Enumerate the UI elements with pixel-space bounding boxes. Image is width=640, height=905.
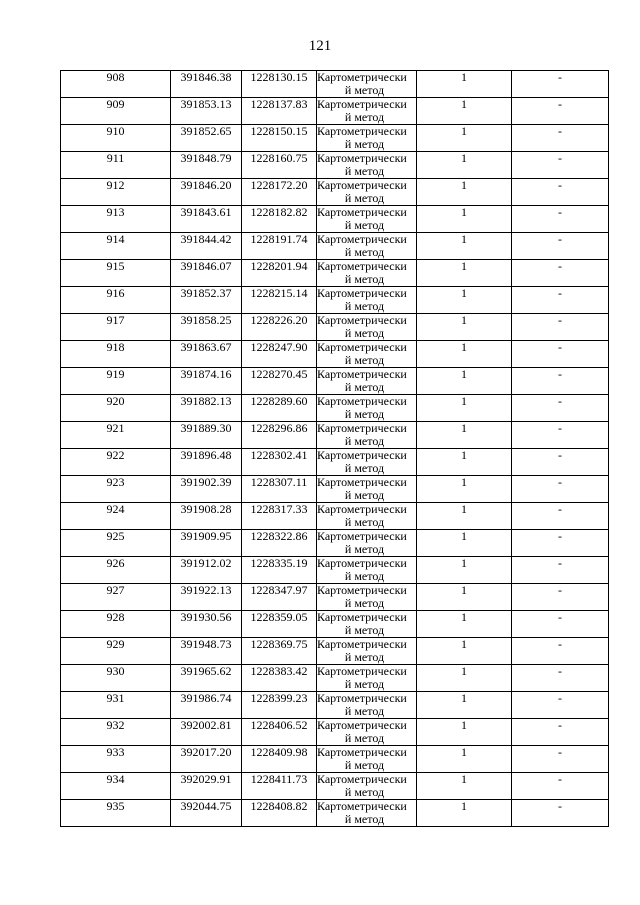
point-number-cell: 922 <box>61 449 171 476</box>
x-coordinate-cell: 391908.28 <box>171 503 242 530</box>
coordinates-table <box>60 70 609 827</box>
y-coordinate-cell: 1228411.73 <box>242 773 317 800</box>
y-coordinate-cell: 1228383.42 <box>242 665 317 692</box>
table-row <box>61 179 609 206</box>
x-coordinate-cell: 391922.13 <box>171 584 242 611</box>
point-number-cell: 926 <box>61 557 171 584</box>
precision-cell: 1 <box>417 395 512 422</box>
x-coordinate-cell: 391852.65 <box>171 125 242 152</box>
note-cell: - <box>512 719 609 746</box>
note-cell: - <box>512 557 609 584</box>
method-text-line1: Картометрически <box>317 340 407 354</box>
x-coordinate-cell: 391909.95 <box>171 530 242 557</box>
method-text-line1: Картометрически <box>317 502 407 516</box>
note-cell: - <box>512 692 609 719</box>
precision-cell: 1 <box>417 719 512 746</box>
table-row <box>61 503 609 530</box>
method-text-line2: й метод <box>344 434 385 448</box>
x-coordinate-cell: 391846.07 <box>171 260 242 287</box>
note-cell: - <box>512 665 609 692</box>
method-text-line2: й метод <box>344 812 385 826</box>
note-cell: - <box>512 287 609 314</box>
method-text-line2: й метод <box>344 488 385 502</box>
method-text-line2: й метод <box>344 164 385 178</box>
precision-cell: 1 <box>417 152 512 179</box>
method-text-line2: й метод <box>344 326 385 340</box>
point-number-cell: 909 <box>61 98 171 125</box>
point-number-cell: 927 <box>61 584 171 611</box>
method-cell <box>317 152 417 179</box>
y-coordinate-cell: 1228322.86 <box>242 530 317 557</box>
point-number-cell: 916 <box>61 287 171 314</box>
precision-cell: 1 <box>417 206 512 233</box>
note-cell: - <box>512 530 609 557</box>
table-row <box>61 395 609 422</box>
point-number-cell: 911 <box>61 152 171 179</box>
note-cell: - <box>512 71 609 98</box>
precision-cell: 1 <box>417 692 512 719</box>
table-row <box>61 746 609 773</box>
table-row <box>61 341 609 368</box>
method-text-line1: Картометрически <box>317 583 407 597</box>
point-number-cell: 914 <box>61 233 171 260</box>
method-cell <box>317 692 417 719</box>
x-coordinate-cell: 391843.61 <box>171 206 242 233</box>
x-coordinate-cell: 391889.30 <box>171 422 242 449</box>
x-coordinate-cell: 391948.73 <box>171 638 242 665</box>
note-cell: - <box>512 314 609 341</box>
table-row <box>61 98 609 125</box>
method-cell <box>317 260 417 287</box>
method-text-line2: й метод <box>344 137 385 151</box>
x-coordinate-cell: 391863.67 <box>171 341 242 368</box>
precision-cell: 1 <box>417 71 512 98</box>
method-cell <box>317 476 417 503</box>
table-row <box>61 800 609 827</box>
method-cell <box>317 800 417 827</box>
y-coordinate-cell: 1228160.75 <box>242 152 317 179</box>
method-cell <box>317 719 417 746</box>
precision-cell: 1 <box>417 341 512 368</box>
x-coordinate-cell: 391858.25 <box>171 314 242 341</box>
method-text-line1: Картометрически <box>317 772 407 786</box>
method-text-line1: Картометрически <box>317 367 407 381</box>
note-cell: - <box>512 611 609 638</box>
note-cell: - <box>512 125 609 152</box>
precision-cell: 1 <box>417 503 512 530</box>
x-coordinate-cell: 392002.81 <box>171 719 242 746</box>
note-cell: - <box>512 179 609 206</box>
precision-cell: 1 <box>417 314 512 341</box>
note-cell: - <box>512 98 609 125</box>
table-row <box>61 287 609 314</box>
method-cell <box>317 530 417 557</box>
method-text-line1: Картометрически <box>317 313 407 327</box>
method-text-line1: Картометрически <box>317 529 407 543</box>
precision-cell: 1 <box>417 611 512 638</box>
point-number-cell: 933 <box>61 746 171 773</box>
y-coordinate-cell: 1228369.75 <box>242 638 317 665</box>
x-coordinate-cell: 391848.79 <box>171 152 242 179</box>
table-row <box>61 665 609 692</box>
method-text-line1: Картометрически <box>317 691 407 705</box>
method-text-line2: й метод <box>344 380 385 394</box>
point-number-cell: 919 <box>61 368 171 395</box>
precision-cell: 1 <box>417 665 512 692</box>
point-number-cell: 935 <box>61 800 171 827</box>
y-coordinate-cell: 1228307.11 <box>242 476 317 503</box>
point-number-cell: 929 <box>61 638 171 665</box>
y-coordinate-cell: 1228182.82 <box>242 206 317 233</box>
precision-cell: 1 <box>417 179 512 206</box>
table-row <box>61 152 609 179</box>
table-row <box>61 476 609 503</box>
table-row <box>61 530 609 557</box>
table-body <box>61 71 609 827</box>
y-coordinate-cell: 1228191.74 <box>242 233 317 260</box>
x-coordinate-cell: 391846.20 <box>171 179 242 206</box>
method-cell <box>317 179 417 206</box>
point-number-cell: 928 <box>61 611 171 638</box>
y-coordinate-cell: 1228408.82 <box>242 800 317 827</box>
method-cell <box>317 395 417 422</box>
x-coordinate-cell: 391844.42 <box>171 233 242 260</box>
method-text-line2: й метод <box>344 299 385 313</box>
table-row <box>61 71 609 98</box>
method-text-line1: Картометрически <box>317 421 407 435</box>
method-cell <box>317 746 417 773</box>
method-cell <box>317 368 417 395</box>
y-coordinate-cell: 1228406.52 <box>242 719 317 746</box>
x-coordinate-cell: 391896.48 <box>171 449 242 476</box>
method-cell <box>317 611 417 638</box>
y-coordinate-cell: 1228226.20 <box>242 314 317 341</box>
method-text-line2: й метод <box>344 407 385 421</box>
method-text-line1: Картометрически <box>317 286 407 300</box>
point-number-cell: 925 <box>61 530 171 557</box>
method-cell <box>317 773 417 800</box>
x-coordinate-cell: 392017.20 <box>171 746 242 773</box>
x-coordinate-cell: 391965.62 <box>171 665 242 692</box>
x-coordinate-cell: 391986.74 <box>171 692 242 719</box>
method-text-line1: Картометрически <box>317 475 407 489</box>
method-text-line1: Картометрически <box>317 448 407 462</box>
method-cell <box>317 71 417 98</box>
point-number-cell: 932 <box>61 719 171 746</box>
note-cell: - <box>512 476 609 503</box>
y-coordinate-cell: 1228317.33 <box>242 503 317 530</box>
point-number-cell: 912 <box>61 179 171 206</box>
precision-cell: 1 <box>417 98 512 125</box>
note-cell: - <box>512 341 609 368</box>
point-number-cell: 910 <box>61 125 171 152</box>
method-cell <box>317 584 417 611</box>
point-number-cell: 923 <box>61 476 171 503</box>
method-text-line2: й метод <box>344 110 385 124</box>
method-text-line2: й метод <box>344 650 385 664</box>
table-row <box>61 422 609 449</box>
method-cell <box>317 125 417 152</box>
x-coordinate-cell: 391902.39 <box>171 476 242 503</box>
point-number-cell: 924 <box>61 503 171 530</box>
method-text-line2: й метод <box>344 218 385 232</box>
x-coordinate-cell: 391912.02 <box>171 557 242 584</box>
method-text-line2: й метод <box>344 245 385 259</box>
x-coordinate-cell: 391853.13 <box>171 98 242 125</box>
y-coordinate-cell: 1228409.98 <box>242 746 317 773</box>
method-text-line2: й метод <box>344 677 385 691</box>
note-cell: - <box>512 773 609 800</box>
method-text-line1: Картометрически <box>317 259 407 273</box>
precision-cell: 1 <box>417 584 512 611</box>
table-row <box>61 773 609 800</box>
table-row <box>61 557 609 584</box>
point-number-cell: 920 <box>61 395 171 422</box>
precision-cell: 1 <box>417 476 512 503</box>
y-coordinate-cell: 1228150.15 <box>242 125 317 152</box>
method-text-line1: Картометрически <box>317 799 407 813</box>
method-text-line2: й метод <box>344 704 385 718</box>
method-cell <box>317 422 417 449</box>
note-cell: - <box>512 746 609 773</box>
method-text-line2: й метод <box>344 596 385 610</box>
method-text-line1: Картометрически <box>317 205 407 219</box>
x-coordinate-cell: 391930.56 <box>171 611 242 638</box>
note-cell: - <box>512 422 609 449</box>
table-row <box>61 449 609 476</box>
method-text-line2: й метод <box>344 785 385 799</box>
point-number-cell: 930 <box>61 665 171 692</box>
point-number-cell: 921 <box>61 422 171 449</box>
precision-cell: 1 <box>417 125 512 152</box>
x-coordinate-cell: 392029.91 <box>171 773 242 800</box>
y-coordinate-cell: 1228130.15 <box>242 71 317 98</box>
method-text-line2: й метод <box>344 353 385 367</box>
method-cell <box>317 503 417 530</box>
y-coordinate-cell: 1228335.19 <box>242 557 317 584</box>
method-text-line1: Картометрически <box>317 178 407 192</box>
x-coordinate-cell: 392044.75 <box>171 800 242 827</box>
note-cell: - <box>512 638 609 665</box>
method-cell <box>317 665 417 692</box>
note-cell: - <box>512 503 609 530</box>
y-coordinate-cell: 1228347.97 <box>242 584 317 611</box>
y-coordinate-cell: 1228137.83 <box>242 98 317 125</box>
y-coordinate-cell: 1228399.23 <box>242 692 317 719</box>
y-coordinate-cell: 1228302.41 <box>242 449 317 476</box>
method-text-line1: Картометрически <box>317 664 407 678</box>
note-cell: - <box>512 449 609 476</box>
method-text-line2: й метод <box>344 272 385 286</box>
y-coordinate-cell: 1228296.86 <box>242 422 317 449</box>
method-cell <box>317 341 417 368</box>
table-row <box>61 206 609 233</box>
note-cell: - <box>512 152 609 179</box>
note-cell: - <box>512 584 609 611</box>
note-cell: - <box>512 395 609 422</box>
point-number-cell: 931 <box>61 692 171 719</box>
method-cell <box>317 233 417 260</box>
point-number-cell: 908 <box>61 71 171 98</box>
y-coordinate-cell: 1228172.20 <box>242 179 317 206</box>
table-row <box>61 125 609 152</box>
method-text-line1: Картометрически <box>317 124 407 138</box>
method-text-line2: й метод <box>344 83 385 97</box>
y-coordinate-cell: 1228247.90 <box>242 341 317 368</box>
note-cell: - <box>512 260 609 287</box>
precision-cell: 1 <box>417 800 512 827</box>
table-row <box>61 260 609 287</box>
precision-cell: 1 <box>417 746 512 773</box>
point-number-cell: 917 <box>61 314 171 341</box>
x-coordinate-cell: 391882.13 <box>171 395 242 422</box>
method-text-line1: Картометрически <box>317 745 407 759</box>
note-cell: - <box>512 368 609 395</box>
method-text-line2: й метод <box>344 191 385 205</box>
table-row <box>61 611 609 638</box>
method-cell <box>317 206 417 233</box>
method-cell <box>317 638 417 665</box>
method-text-line2: й метод <box>344 515 385 529</box>
method-text-line1: Картометрически <box>317 718 407 732</box>
page-number: 121 <box>308 38 332 54</box>
point-number-cell: 934 <box>61 773 171 800</box>
method-text-line1: Картометрически <box>317 97 407 111</box>
method-text-line2: й метод <box>344 569 385 583</box>
table-row <box>61 719 609 746</box>
note-cell: - <box>512 800 609 827</box>
y-coordinate-cell: 1228215.14 <box>242 287 317 314</box>
method-cell <box>317 314 417 341</box>
y-coordinate-cell: 1228359.05 <box>242 611 317 638</box>
method-cell <box>317 557 417 584</box>
precision-cell: 1 <box>417 773 512 800</box>
method-text-line1: Картометрически <box>317 232 407 246</box>
note-cell: - <box>512 206 609 233</box>
x-coordinate-cell: 391874.16 <box>171 368 242 395</box>
method-cell <box>317 287 417 314</box>
method-text-line2: й метод <box>344 461 385 475</box>
point-number-cell: 915 <box>61 260 171 287</box>
method-text-line2: й метод <box>344 758 385 772</box>
method-text-line1: Картометрически <box>317 394 407 408</box>
method-text-line1: Картометрически <box>317 70 407 84</box>
table-row <box>61 233 609 260</box>
table-row <box>61 638 609 665</box>
y-coordinate-cell: 1228289.60 <box>242 395 317 422</box>
precision-cell: 1 <box>417 260 512 287</box>
precision-cell: 1 <box>417 233 512 260</box>
method-text-line1: Картометрически <box>317 610 407 624</box>
method-text-line1: Картометрически <box>317 637 407 651</box>
x-coordinate-cell: 391852.37 <box>171 287 242 314</box>
table-row <box>61 368 609 395</box>
precision-cell: 1 <box>417 557 512 584</box>
method-text-line2: й метод <box>344 623 385 637</box>
precision-cell: 1 <box>417 422 512 449</box>
precision-cell: 1 <box>417 287 512 314</box>
precision-cell: 1 <box>417 530 512 557</box>
table-row <box>61 584 609 611</box>
y-coordinate-cell: 1228270.45 <box>242 368 317 395</box>
x-coordinate-cell: 391846.38 <box>171 71 242 98</box>
method-cell <box>317 98 417 125</box>
point-number-cell: 913 <box>61 206 171 233</box>
precision-cell: 1 <box>417 449 512 476</box>
precision-cell: 1 <box>417 368 512 395</box>
method-text-line2: й метод <box>344 542 385 556</box>
method-cell <box>317 449 417 476</box>
table-row <box>61 314 609 341</box>
point-number-cell: 918 <box>61 341 171 368</box>
method-text-line2: й метод <box>344 731 385 745</box>
method-text-line1: Картометрически <box>317 151 407 165</box>
y-coordinate-cell: 1228201.94 <box>242 260 317 287</box>
table-row <box>61 692 609 719</box>
precision-cell: 1 <box>417 638 512 665</box>
method-text-line1: Картометрически <box>317 556 407 570</box>
note-cell: - <box>512 233 609 260</box>
